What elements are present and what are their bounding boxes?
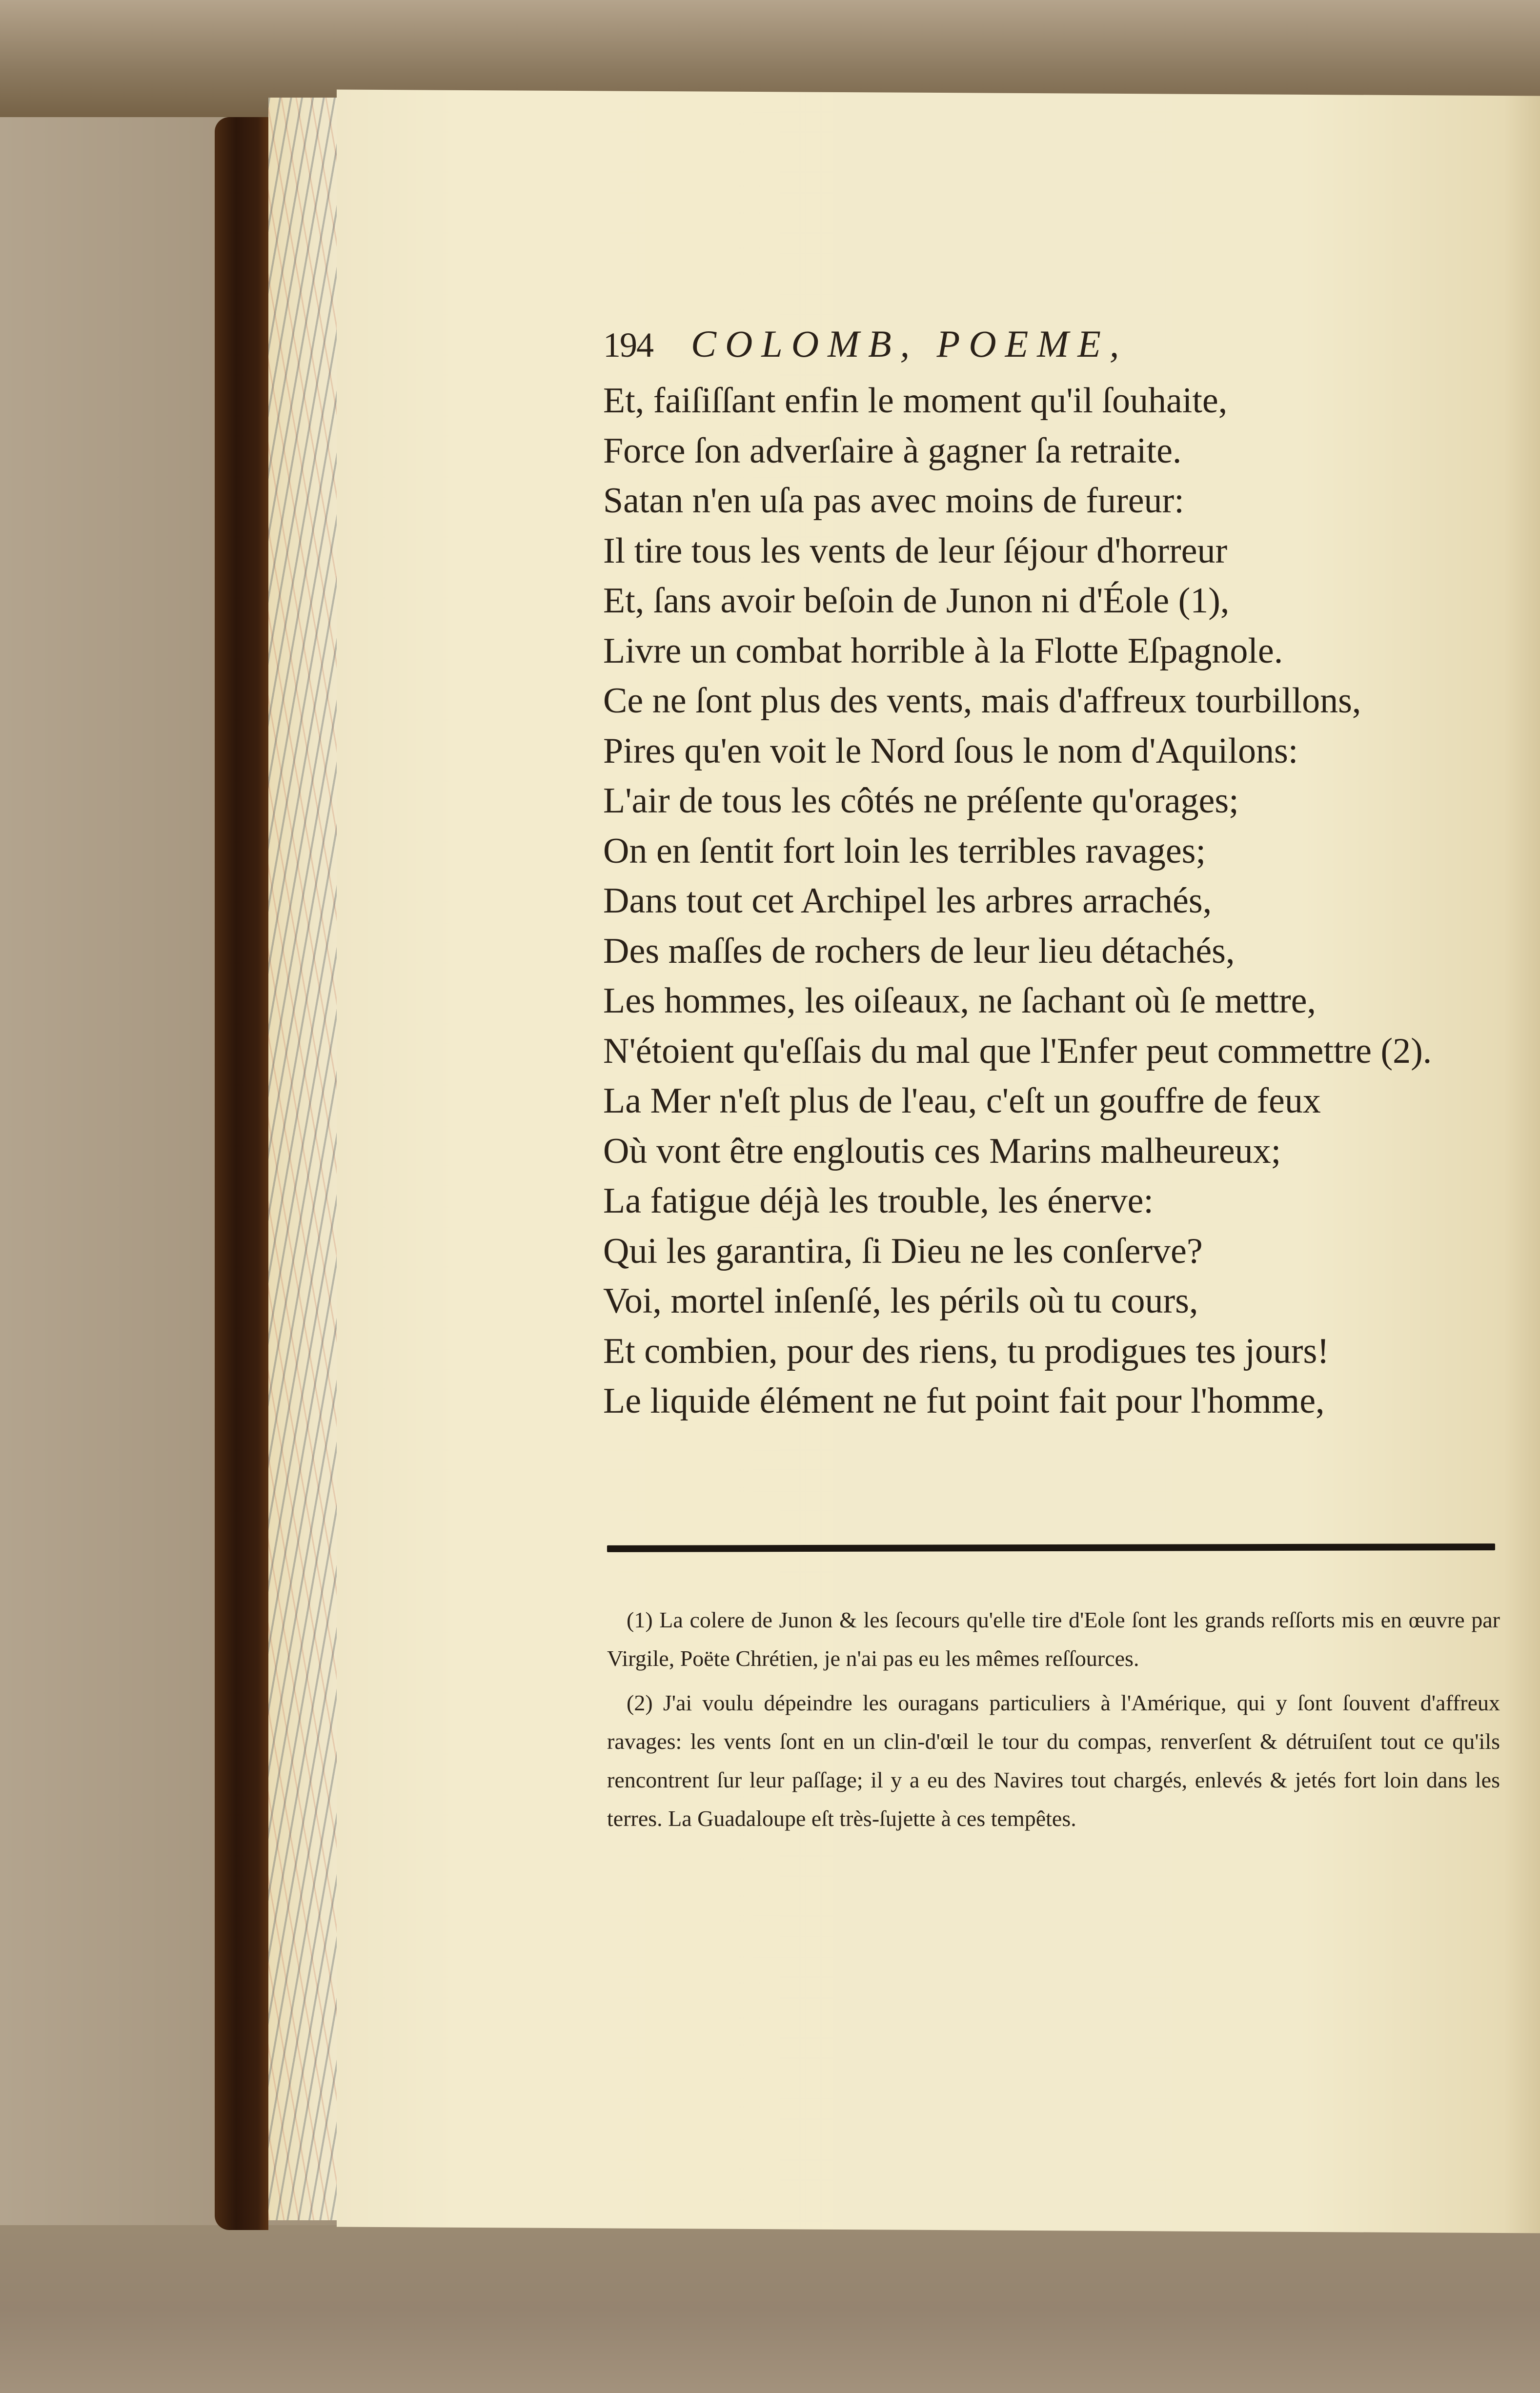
footnote-1 — [607, 1601, 1500, 1678]
verse-line: L'air de tous les côtés ne préſente qu'orages; — [603, 781, 1239, 821]
verse-line: On en ſentit fort loin les terribles ravages; — [603, 831, 1206, 871]
book-cover-spine — [215, 117, 268, 2230]
footnote-text: J'ai voulu dépeindre les ouragans particuliers à l'Amérique, qui y ſont ſouvent d'affreux ravages: les vents ſont en un clin-d'œil le tour du compas, renverſent & détruiſent tout ce qu'ils rencontrent ſur leur paſſage; il y a eu des Navires tout chargés, enlevés & jetés fort loin dans les terres. La Guadaloupe eſt très-ſujette à ces tempêtes. — [607, 1690, 1500, 1831]
verse-line: Livre un combat horrible à la Flotte Eſpagnole. — [603, 630, 1283, 671]
verse-line: Des maſſes de rochers de leur lieu détachés, — [603, 931, 1235, 971]
verse-line: Qui les garantira, ſi Dieu ne les conſerve? — [603, 1231, 1203, 1271]
verse-line: N'étoient qu'eſſais du mal que l'Enfer peut commettre (2). — [603, 1031, 1432, 1071]
verse-line: La fatigue déjà les trouble, les énerve: — [603, 1181, 1154, 1221]
verse-line: La Mer n'eſt plus de l'eau, c'eſt un gouffre de feux — [603, 1081, 1321, 1121]
verse-line: Dans tout cet Archipel les arbres arrachés, — [603, 881, 1212, 921]
verse-line: Voi, mortel inſenſé, les périls où tu cours, — [603, 1281, 1198, 1321]
footnote-text: La colere de Junon & les ſecours qu'elle tire d'Eole ſont les grands reſſorts mis en œuvre par Virgile, Poëte Chrétien, je n'ai pas eu les mêmes reſſources. — [607, 1607, 1500, 1671]
footnote-marker: (2) — [627, 1690, 653, 1715]
verse-line: Il tire tous les vents de leur ſéjour d'horreur — [603, 530, 1228, 571]
verse-line: Et, ſans avoir beſoin de Junon ni d'Éole (1), — [603, 581, 1230, 621]
verse-line: Force ſon adverſaire à gagner ſa retraite. — [603, 430, 1182, 471]
main-text-block — [603, 322, 1511, 1426]
running-title: COLOMB, POEME, — [691, 323, 1128, 365]
verse-line: Satan n'en uſa pas avec moins de fureur: — [603, 481, 1184, 521]
footnotes — [607, 1601, 1500, 1844]
page-number: 194 — [603, 325, 653, 365]
verse-line: Les hommes, les oiſeaux, ne ſachant où ſe mettre, — [603, 981, 1317, 1021]
verse-line: Où vont être engloutis ces Marins malheureux; — [603, 1131, 1281, 1171]
verse-line: Et combien, pour des riens, tu prodigues tes jours! — [603, 1331, 1329, 1371]
footnote-marker: (1) — [627, 1607, 653, 1632]
running-head — [603, 322, 1511, 376]
verse-lines — [603, 376, 1511, 1426]
verse-line: Pires qu'en voit le Nord ſous le nom d'Aquilons: — [603, 730, 1298, 771]
verse-line: Le liquide élément ne fut point fait pour l'homme, — [603, 1381, 1325, 1421]
verse-line: Ce ne ſont plus des vents, mais d'affreux tourbillons, — [603, 681, 1361, 721]
footnote-2 — [607, 1683, 1500, 1838]
verse-line: Et, faiſiſſant enfin le moment qu'il ſouhaite, — [603, 381, 1228, 421]
background-bottom — [0, 2225, 1540, 2393]
